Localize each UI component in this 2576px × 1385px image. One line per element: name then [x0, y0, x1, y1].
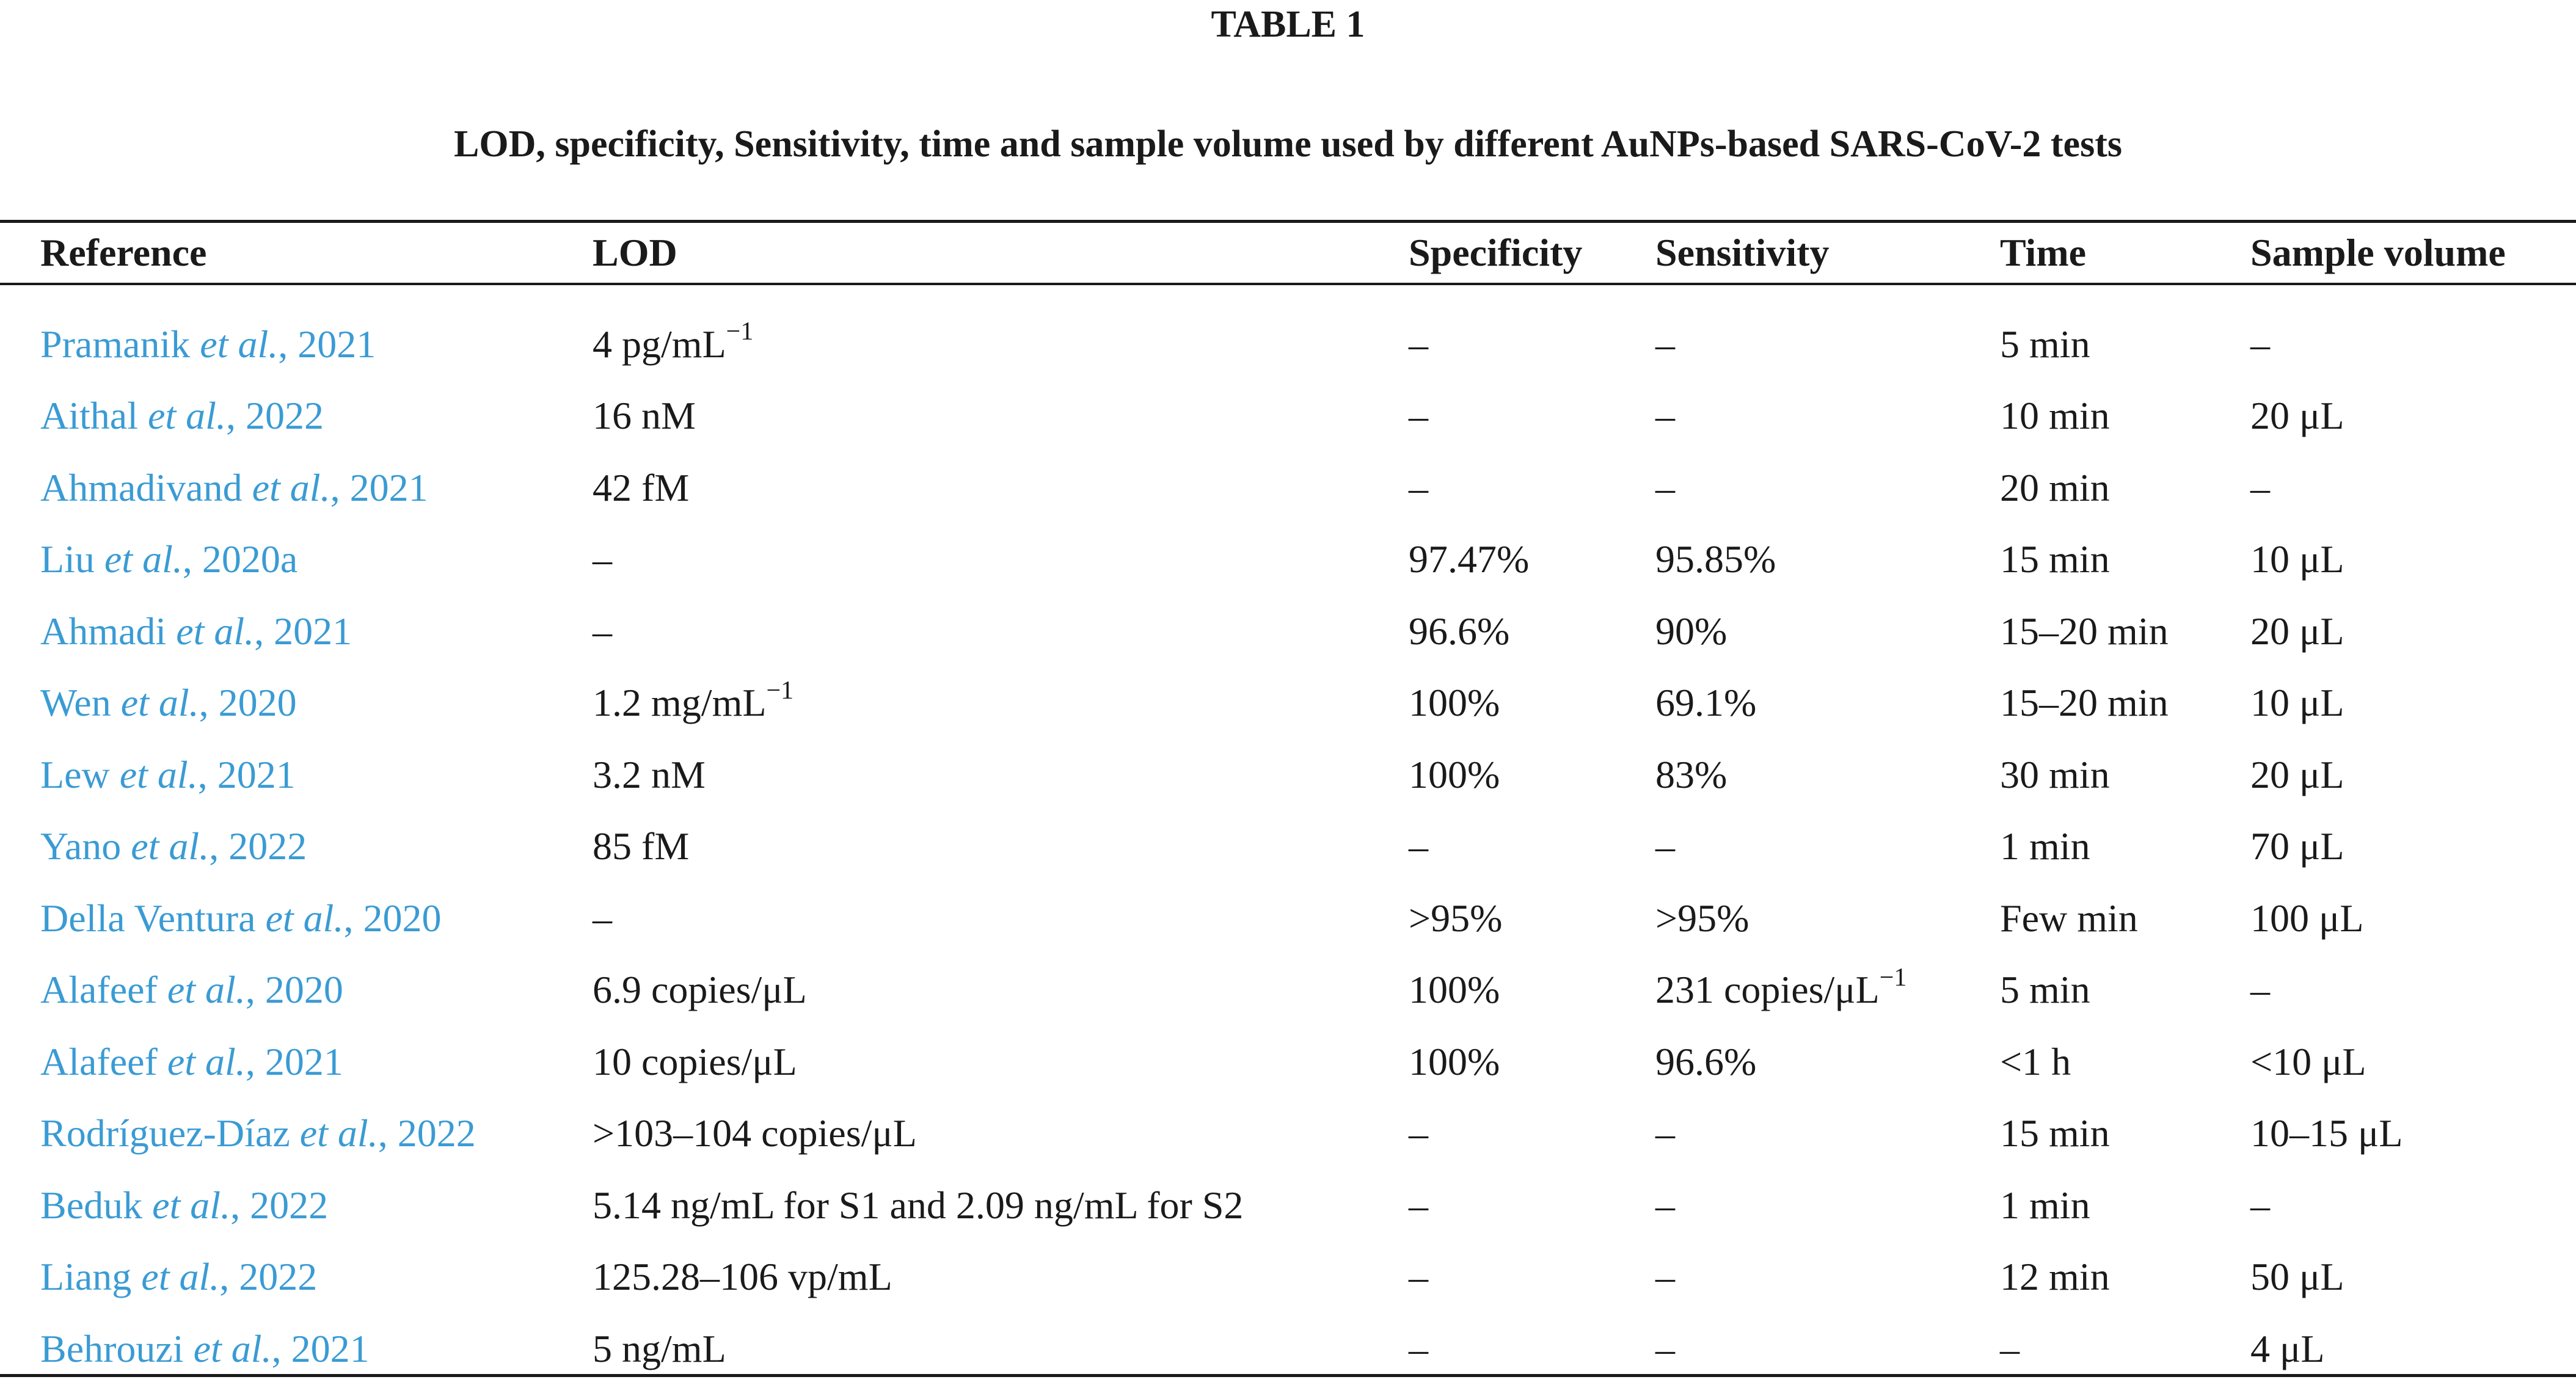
table-row [0, 595, 2576, 667]
lod-value: 4 pg/mL [593, 322, 726, 366]
lod-cell [593, 1313, 1409, 1385]
sensitivity-value: – [1655, 1183, 1675, 1227]
table-row [0, 667, 2576, 740]
sensitivity-value: – [1655, 1255, 1675, 1299]
sensitivity-value: >95% [1655, 896, 1750, 940]
sensitivity-value: 95.85% [1655, 537, 1776, 581]
sample-volume-cell: 50 μL [2250, 1255, 2344, 1299]
reference-link[interactable] [40, 322, 376, 366]
reference-etal: et al. [131, 824, 210, 868]
reference-link[interactable] [40, 1327, 370, 1370]
sample-volume-cell: 10 μL [2250, 681, 2344, 725]
lod-value: >103–104 copies/μL [593, 1111, 917, 1155]
sensitivity-cell [1655, 882, 2000, 954]
lod-cell [593, 524, 1409, 596]
reference-author: Aithal [40, 394, 138, 438]
lod-value: 10 copies/μL [593, 1039, 797, 1083]
col-header-lod: LOD [593, 231, 677, 274]
reference-author: Liu [40, 537, 95, 581]
sensitivity-value: – [1655, 824, 1675, 868]
table-row [0, 954, 2576, 1027]
sensitivity-cell [1655, 380, 2000, 453]
lod-cell [593, 882, 1409, 954]
table-row [0, 739, 2576, 811]
reference-author: Wen [40, 681, 111, 725]
table-row [0, 308, 2576, 380]
specificity-cell: – [1409, 394, 1428, 438]
lod-cell [593, 452, 1409, 524]
reference-author: Alafeef [40, 968, 158, 1012]
table-row [0, 380, 2576, 453]
sensitivity-cell [1655, 595, 2000, 667]
reference-year: , 2020 [199, 681, 297, 725]
time-cell: 5 min [2000, 968, 2090, 1012]
specificity-cell: 100% [1409, 752, 1500, 796]
table-row [0, 811, 2576, 883]
sensitivity-value: 231 copies/μL [1655, 968, 1880, 1012]
reference-cell [0, 739, 593, 811]
reference-etal: et al. [120, 681, 199, 725]
reference-link[interactable] [40, 896, 441, 940]
time-cell: 20 min [2000, 465, 2110, 509]
reference-cell [0, 380, 593, 453]
reference-link[interactable] [40, 968, 343, 1011]
col-header-reference: Reference [40, 231, 207, 274]
reference-link[interactable] [40, 394, 324, 437]
lod-cell [593, 380, 1409, 453]
sensitivity-value: – [1655, 465, 1675, 509]
reference-year: , 2021 [271, 1326, 370, 1370]
table-label: TABLE 1 [1211, 4, 1365, 45]
reference-etal: et al. [193, 1326, 272, 1370]
lod-value: – [593, 609, 612, 653]
time-cell: 15–20 min [2000, 681, 2169, 725]
sensitivity-value: 69.1% [1655, 681, 1757, 725]
reference-link[interactable] [40, 609, 352, 653]
time-cell: 1 min [2000, 824, 2090, 868]
reference-cell [0, 308, 593, 380]
table-row [0, 1313, 2576, 1385]
lod-cell [593, 811, 1409, 883]
reference-author: Alafeef [40, 1039, 158, 1083]
sensitivity-value: – [1655, 1111, 1675, 1155]
table-row [0, 1026, 2576, 1098]
specificity-cell: 100% [1409, 681, 1500, 725]
reference-cell [0, 1169, 593, 1241]
reference-link[interactable] [40, 681, 297, 724]
table-row [0, 524, 2576, 596]
reference-author: Beduk [40, 1183, 143, 1227]
col-header-sample-volume: Sample volume [2250, 231, 2506, 274]
reference-etal: et al. [141, 1255, 220, 1299]
sensitivity-value: 83% [1655, 752, 1728, 796]
reference-etal: et al. [119, 752, 198, 796]
reference-author: Yano [40, 824, 122, 868]
reference-cell [0, 1313, 593, 1385]
reference-year: , 2020a [182, 537, 298, 581]
specificity-cell: 100% [1409, 1039, 1500, 1083]
sensitivity-superscript: −1 [1879, 963, 1907, 992]
reference-cell [0, 1098, 593, 1170]
specificity-cell: – [1409, 465, 1428, 509]
lod-cell [593, 954, 1409, 1027]
time-cell: 12 min [2000, 1255, 2110, 1299]
sensitivity-value: 90% [1655, 609, 1728, 653]
specificity-cell: – [1409, 824, 1428, 868]
reference-year: , 2022 [378, 1111, 476, 1155]
reference-year: , 2022 [209, 824, 307, 868]
reference-year: , 2020 [343, 896, 442, 940]
reference-year: , 2020 [245, 968, 343, 1012]
reference-etal: et al. [252, 465, 330, 509]
lod-cell [593, 1241, 1409, 1314]
lod-value: 85 fM [593, 824, 690, 868]
reference-author: Della Ventura [40, 896, 256, 940]
sample-volume-cell: 10–15 μL [2250, 1111, 2403, 1155]
reference-year: , 2022 [225, 394, 324, 438]
reference-year: , 2022 [219, 1255, 318, 1299]
sensitivity-cell [1655, 524, 2000, 596]
time-cell: <1 h [2000, 1039, 2071, 1083]
lod-cell [593, 739, 1409, 811]
reference-etal: et al. [167, 1039, 246, 1083]
table-row [0, 1241, 2576, 1314]
reference-author: Liang [40, 1255, 132, 1299]
sensitivity-value: 96.6% [1655, 1039, 1757, 1083]
reference-cell [0, 452, 593, 524]
reference-etal: et al. [200, 322, 279, 366]
reference-etal: et al. [167, 968, 246, 1012]
sensitivity-cell [1655, 1241, 2000, 1314]
lod-value: 3.2 nM [593, 752, 706, 796]
table-row [0, 1169, 2576, 1241]
lod-superscript: −1 [726, 318, 754, 346]
sensitivity-cell [1655, 739, 2000, 811]
reference-etal: et al. [147, 394, 226, 438]
table-row [0, 1098, 2576, 1170]
reference-etal: et al. [265, 896, 344, 940]
specificity-cell: – [1409, 322, 1428, 366]
sensitivity-cell [1655, 1169, 2000, 1241]
sample-volume-cell: – [2250, 1183, 2270, 1227]
table-row [0, 452, 2576, 524]
sensitivity-value: – [1655, 1326, 1675, 1370]
sample-volume-cell: <10 μL [2250, 1039, 2366, 1083]
reference-author: Behrouzi [40, 1326, 184, 1370]
reference-year: , 2021 [197, 752, 296, 796]
reference-cell [0, 595, 593, 667]
sample-volume-cell: – [2250, 465, 2270, 509]
col-header-specificity: Specificity [1409, 231, 1583, 274]
specificity-cell: >95% [1409, 896, 1503, 940]
specificity-cell: 97.47% [1409, 537, 1530, 581]
lod-cell [593, 1169, 1409, 1241]
specificity-cell: 100% [1409, 968, 1500, 1012]
reference-author: Rodríguez-Díaz [40, 1111, 290, 1155]
reference-author: Ahmadi [40, 609, 167, 653]
reference-cell [0, 524, 593, 596]
sample-volume-cell: – [2250, 968, 2270, 1012]
specificity-cell: – [1409, 1255, 1428, 1299]
time-cell: 30 min [2000, 752, 2110, 796]
time-cell: Few min [2000, 896, 2138, 940]
reference-link[interactable] [40, 1111, 476, 1155]
reference-year: , 2021 [254, 609, 352, 653]
specificity-cell: 96.6% [1409, 609, 1510, 653]
reference-link[interactable] [40, 753, 296, 796]
sample-volume-cell: 20 μL [2250, 609, 2344, 653]
table-header [0, 223, 2576, 308]
sample-volume-cell: – [2250, 322, 2270, 366]
reference-link[interactable] [40, 537, 297, 581]
reference-etal: et al. [152, 1183, 231, 1227]
lod-value: 5.14 ng/mL for S1 and 2.09 ng/mL for S2 [593, 1183, 1244, 1227]
sample-volume-cell: 20 μL [2250, 752, 2344, 796]
reference-author: Pramanik [40, 322, 191, 366]
reference-link[interactable] [40, 1183, 328, 1227]
reference-link[interactable] [40, 824, 307, 868]
sensitivity-cell [1655, 1026, 2000, 1098]
lod-value: 16 nM [593, 394, 696, 438]
lod-cell [593, 308, 1409, 380]
time-cell: – [2000, 1326, 2020, 1370]
table-caption: LOD, specificity, Sensitivity, time and sample volume used by different AuNPs-based SARS-CoV-2 tests [454, 123, 2122, 165]
reference-link[interactable] [40, 466, 428, 509]
reference-etal: et al. [299, 1111, 378, 1155]
reference-cell [0, 811, 593, 883]
lod-value: – [593, 896, 612, 940]
lod-value: 5 ng/mL [593, 1326, 726, 1370]
sample-volume-cell: 10 μL [2250, 537, 2344, 581]
lod-cell [593, 595, 1409, 667]
data-table [0, 223, 2576, 1385]
lod-cell [593, 667, 1409, 740]
reference-link[interactable] [40, 1040, 343, 1083]
lod-cell [593, 1026, 1409, 1098]
specificity-cell: – [1409, 1183, 1428, 1227]
table-body [0, 308, 2576, 1385]
time-cell: 1 min [2000, 1183, 2090, 1227]
lod-value: – [593, 537, 612, 581]
reference-link[interactable] [40, 1255, 317, 1298]
lod-value: 42 fM [593, 465, 690, 509]
reference-cell [0, 954, 593, 1027]
sensitivity-cell [1655, 954, 2000, 1027]
reference-author: Ahmadivand [40, 465, 243, 509]
sensitivity-cell [1655, 1313, 2000, 1385]
sensitivity-value: – [1655, 322, 1675, 366]
reference-cell [0, 667, 593, 740]
sensitivity-value: – [1655, 394, 1675, 438]
reference-cell [0, 882, 593, 954]
time-cell: 5 min [2000, 322, 2090, 366]
time-cell: 15–20 min [2000, 609, 2169, 653]
reference-year: , 2021 [245, 1039, 343, 1083]
specificity-cell: – [1409, 1326, 1428, 1370]
sensitivity-cell [1655, 811, 2000, 883]
table-row [0, 882, 2576, 954]
sample-volume-cell: 70 μL [2250, 824, 2344, 868]
time-cell: 15 min [2000, 1111, 2110, 1155]
reference-etal: et al. [176, 609, 255, 653]
lod-cell [593, 1098, 1409, 1170]
sample-volume-cell: 20 μL [2250, 394, 2344, 438]
reference-year: , 2021 [330, 465, 428, 509]
sample-volume-cell: 4 μL [2250, 1326, 2325, 1370]
reference-author: Lew [40, 752, 110, 796]
reference-year: , 2021 [278, 322, 376, 366]
sensitivity-cell [1655, 308, 2000, 380]
lod-value: 125.28–106 vp/mL [593, 1255, 892, 1299]
reference-year: , 2022 [230, 1183, 329, 1227]
col-header-sensitivity: Sensitivity [1655, 231, 1830, 274]
reference-cell [0, 1026, 593, 1098]
specificity-cell: – [1409, 1111, 1428, 1155]
sensitivity-cell [1655, 1098, 2000, 1170]
time-cell: 15 min [2000, 537, 2110, 581]
lod-superscript: −1 [766, 676, 794, 705]
sensitivity-cell [1655, 667, 2000, 740]
col-header-time: Time [2000, 231, 2087, 274]
lod-value: 1.2 mg/mL [593, 681, 767, 725]
reference-cell [0, 1241, 593, 1314]
sample-volume-cell: 100 μL [2250, 896, 2364, 940]
lod-value: 6.9 copies/μL [593, 968, 807, 1012]
sensitivity-cell [1655, 452, 2000, 524]
reference-etal: et al. [104, 537, 183, 581]
time-cell: 10 min [2000, 394, 2110, 438]
